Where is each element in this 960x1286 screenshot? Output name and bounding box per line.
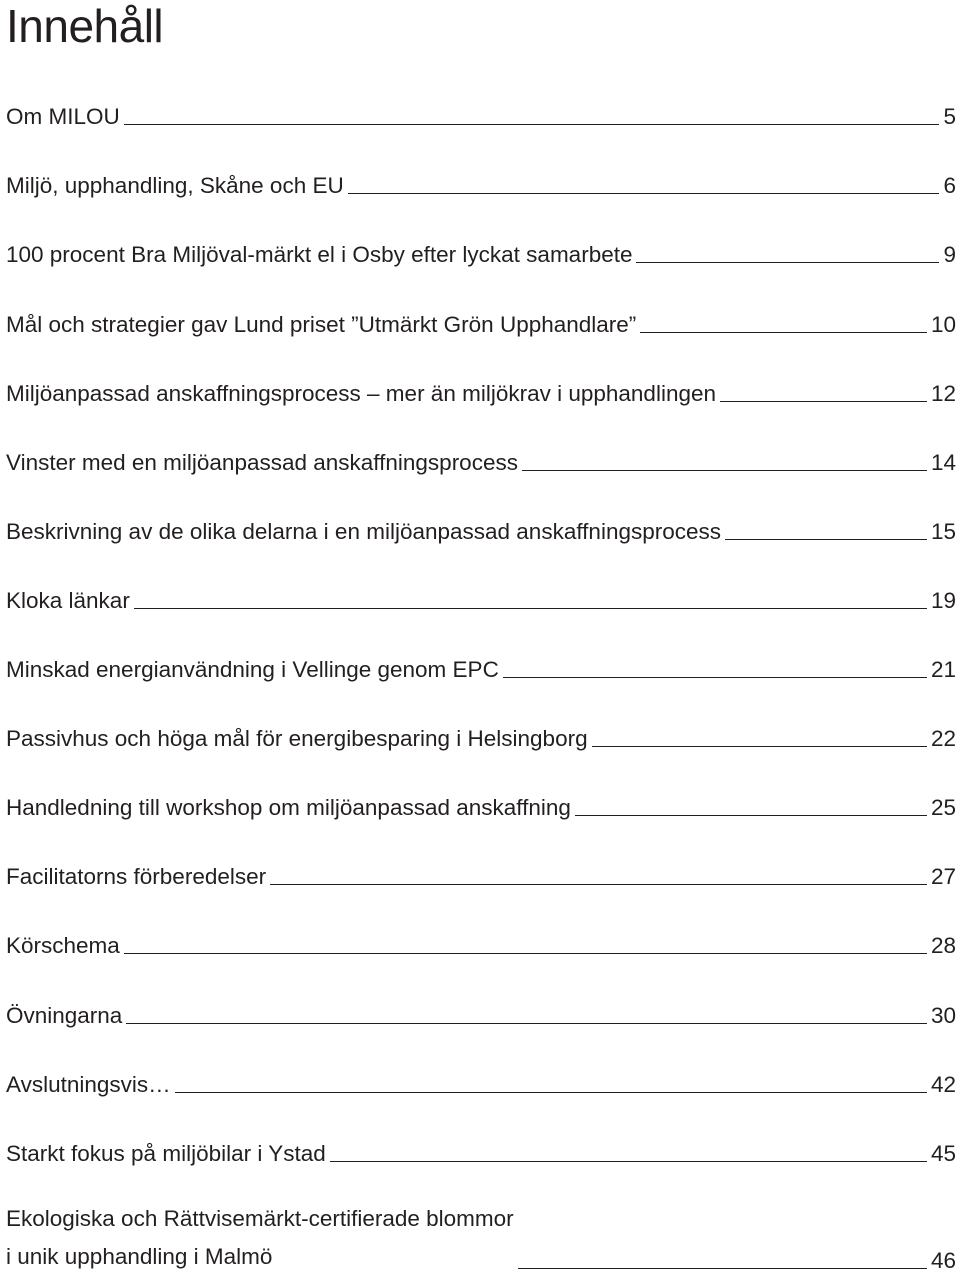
toc-entry-page: 21 (930, 657, 956, 682)
dot-leader (575, 815, 927, 816)
toc-entry[interactable] (6, 862, 956, 892)
toc-entry[interactable] (6, 1139, 956, 1169)
toc-entry[interactable] (6, 517, 956, 547)
toc-entry-label: Minskad energianvändning i Vellinge genom EPC (6, 657, 499, 682)
toc-entry-label: Starkt fokus på miljöbilar i Ystad (6, 1141, 326, 1166)
toc-entry[interactable] (6, 1070, 956, 1100)
page-title: Innehåll (6, 0, 164, 52)
dot-leader (270, 884, 927, 885)
dot-leader (330, 1161, 927, 1162)
dot-leader (720, 401, 927, 402)
toc-entry-label: Miljöanpassad anskaffningsprocess – mer än miljökrav i upphandlingen (6, 381, 716, 406)
toc-entry-page: 42 (930, 1072, 956, 1097)
toc-entry-label: Kloka länkar (6, 588, 130, 613)
toc-entry-label: Vinster med en miljöanpassad anskaffningsprocess (6, 450, 518, 475)
toc-entry[interactable] (6, 171, 956, 201)
dot-leader (348, 193, 940, 194)
toc-entry-label: Beskrivning av de olika delarna i en miljöanpassad anskaffningsprocess (6, 519, 722, 544)
toc-entry-page: 22 (930, 726, 956, 751)
toc-entry-page: 6 (943, 173, 956, 198)
toc-entry-label: Övningarna (6, 1003, 123, 1028)
dot-leader (636, 262, 939, 263)
toc-entry-label-line: Ekologiska och Rättvisemärkt-certifierade blommor (6, 1206, 514, 1231)
dot-leader (518, 1268, 927, 1269)
toc-entry[interactable] (6, 240, 956, 270)
toc-entry[interactable] (6, 724, 956, 754)
toc-entry-page: 28 (930, 933, 956, 958)
toc-entry-label: 100 procent Bra Miljöval-märkt el i Osby efter lyckat samarbete (6, 242, 633, 267)
toc-entry-page: 27 (930, 864, 956, 889)
dot-leader (124, 124, 940, 125)
toc-entry-label: Körschema (6, 933, 120, 958)
toc-entry-page: 46 (930, 1248, 956, 1273)
toc-entry[interactable] (6, 448, 956, 478)
dot-leader (592, 746, 927, 747)
dot-leader (522, 470, 927, 471)
toc-entry[interactable] (6, 586, 956, 616)
toc-entry-label: Avslutningsvis… (6, 1072, 171, 1097)
toc-entry-page: 5 (943, 104, 956, 129)
dot-leader (503, 677, 927, 678)
dot-leader (124, 953, 927, 954)
toc-entry-label: Handledning till workshop om miljöanpassad anskaffning (6, 795, 571, 820)
toc-entry[interactable] (6, 1001, 956, 1031)
toc-entry-label: Om MILOU (6, 104, 120, 129)
toc-entry-page: 15 (930, 519, 956, 544)
toc-entry-page: 30 (930, 1003, 956, 1028)
toc-entry[interactable] (6, 655, 956, 685)
toc-entry-page: 14 (930, 450, 956, 475)
toc-entry[interactable] (6, 310, 956, 340)
toc-entry-page: 10 (930, 312, 956, 337)
toc-entry-label-line: i unik upphandling i Malmö (6, 1244, 273, 1269)
toc-entry-page: 19 (930, 588, 956, 613)
toc-entry[interactable] (6, 102, 956, 132)
toc-entry[interactable] (6, 379, 956, 409)
toc-entry-label: Miljö, upphandling, Skåne och EU (6, 173, 344, 198)
toc-entry[interactable] (6, 1200, 956, 1276)
toc-entry[interactable] (6, 931, 956, 961)
dot-leader (725, 539, 927, 540)
toc-entry[interactable] (6, 793, 956, 823)
dot-leader (126, 1023, 927, 1024)
toc-entry-page: 9 (943, 242, 956, 267)
toc-entry-page: 45 (930, 1141, 956, 1166)
toc-entry-label: Mål och strategier gav Lund priset ”Utmärkt Grön Upphandlare” (6, 312, 637, 337)
dot-leader (640, 332, 927, 333)
toc-entry-label (6, 1200, 514, 1276)
toc-entry-label: Facilitatorns förberedelser (6, 864, 267, 889)
dot-leader (175, 1092, 927, 1093)
dot-leader (134, 608, 927, 609)
toc-entry-page: 12 (930, 381, 956, 406)
toc-entry-label: Passivhus och höga mål för energibesparing i Helsingborg (6, 726, 588, 751)
toc-entry-page: 25 (930, 795, 956, 820)
